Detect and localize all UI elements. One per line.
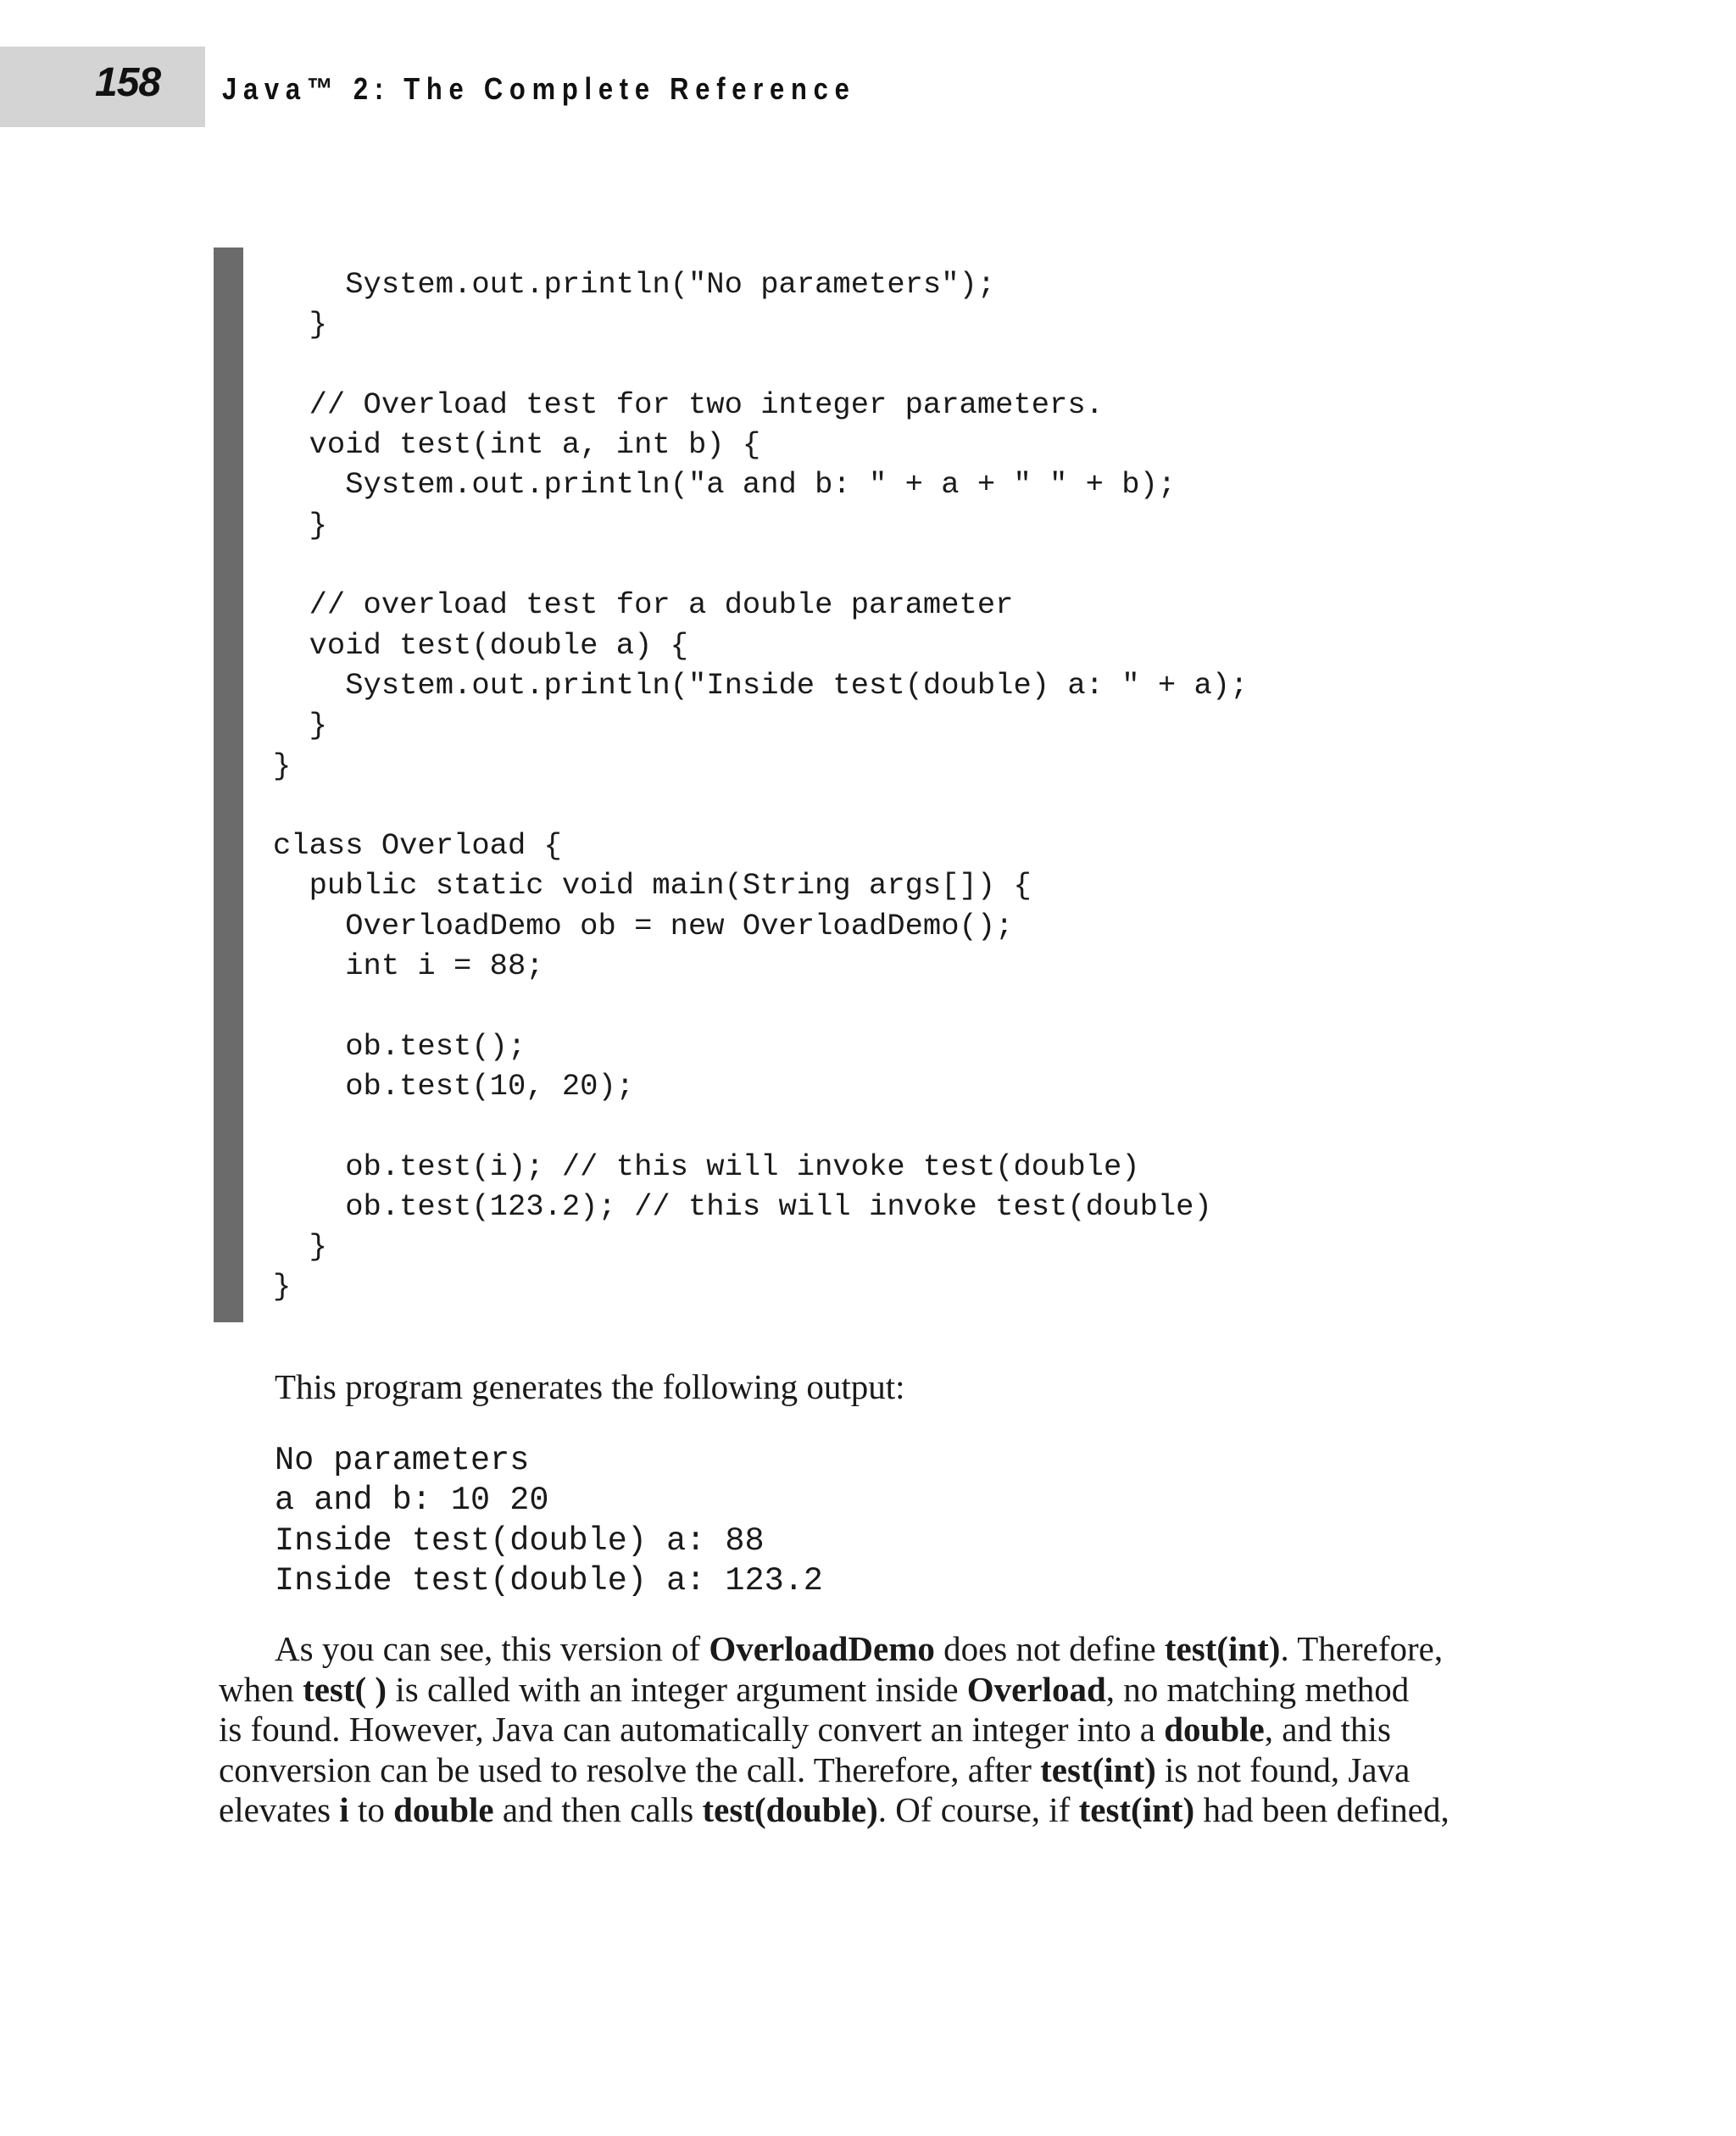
text-run: is found. However, Java can automatically convert an integer into a — [219, 1710, 1165, 1749]
code-listing-bar — [214, 248, 243, 1322]
text-run: conversion can be used to resolve the call. Therefore, after — [219, 1749, 1041, 1789]
paragraph-line — [219, 1629, 1541, 1670]
text-run: , and this — [1264, 1710, 1391, 1749]
code-line: System.out.println("Inside test(double) a: " + a); — [273, 667, 1249, 703]
code-line: OverloadDemo ob = new OverloadDemo(); — [273, 908, 1014, 943]
output-line: No parameters — [275, 1442, 530, 1479]
text-run: and then calls — [493, 1790, 703, 1829]
paragraph-line — [219, 1750, 1541, 1791]
text-run: , no matching method — [1105, 1669, 1410, 1709]
text-run: does not define — [934, 1629, 1165, 1668]
code-line: int i = 88; — [273, 948, 544, 984]
code-term: test(double) — [702, 1790, 878, 1829]
output-line: Inside test(double) a: 88 — [275, 1521, 765, 1560]
code-line: } — [273, 1269, 292, 1304]
code-line: System.out.println("a and b: " + a + " " + b); — [273, 467, 1177, 503]
page-number: 158 — [95, 60, 161, 105]
code-term: double — [1164, 1710, 1265, 1749]
code-listing — [273, 264, 1248, 1307]
code-line: // overload test for a double parameter — [273, 587, 1014, 623]
output-intro-text: This program generates the following output: — [275, 1367, 905, 1406]
code-line: public static void main(String args[]) { — [273, 868, 1032, 904]
code-line: // Overload test for two integer parameters. — [273, 387, 1104, 422]
code-line: System.out.println("No parameters"); — [273, 267, 996, 302]
program-output-listing — [275, 1441, 823, 1601]
body-paragraph — [219, 1629, 1541, 1831]
code-term: OverloadDemo — [709, 1629, 935, 1668]
code-line: ob.test(10, 20); — [273, 1068, 635, 1104]
text-run: As you can see, this version of — [275, 1629, 709, 1668]
code-line: ob.test(123.2); // this will invoke test(double) — [273, 1188, 1212, 1224]
code-line: ob.test(i); // this will invoke test(double) — [273, 1149, 1140, 1184]
text-run: . Therefore, — [1280, 1629, 1444, 1668]
running-head: Java™ 2: The Complete Reference — [222, 71, 856, 106]
code-line: } — [273, 708, 327, 743]
code-term: i — [339, 1790, 349, 1829]
code-line: ob.test(); — [273, 1028, 526, 1064]
code-term: double — [393, 1790, 494, 1829]
code-term: test(int) — [1040, 1749, 1156, 1789]
text-run: to — [348, 1790, 394, 1829]
text-run: had been defined, — [1194, 1790, 1449, 1829]
code-line: void test(int a, int b) { — [273, 427, 761, 463]
code-term: test(int) — [1078, 1790, 1195, 1829]
paragraph-line — [219, 1670, 1541, 1710]
paragraph-line — [219, 1790, 1541, 1831]
text-run: is called with an integer argument inside — [387, 1669, 967, 1709]
code-term: Overload — [966, 1669, 1106, 1709]
output-line: a and b: 10 20 — [275, 1482, 549, 1520]
text-run: . Of course, if — [877, 1790, 1079, 1829]
paragraph-line — [219, 1710, 1541, 1750]
code-term: test( ) — [303, 1669, 387, 1709]
output-line: Inside test(double) a: 123.2 — [275, 1561, 823, 1599]
text-run: is not found, Java — [1155, 1749, 1410, 1789]
text-run: when — [219, 1669, 303, 1709]
code-line: void test(double a) { — [273, 627, 688, 663]
code-line: } — [273, 748, 292, 783]
code-line: } — [273, 307, 327, 342]
code-line: } — [273, 507, 327, 542]
code-line: class Overload { — [273, 828, 562, 864]
code-term: test(int) — [1164, 1629, 1281, 1668]
code-line: } — [273, 1229, 327, 1265]
text-run: elevates — [219, 1790, 340, 1829]
